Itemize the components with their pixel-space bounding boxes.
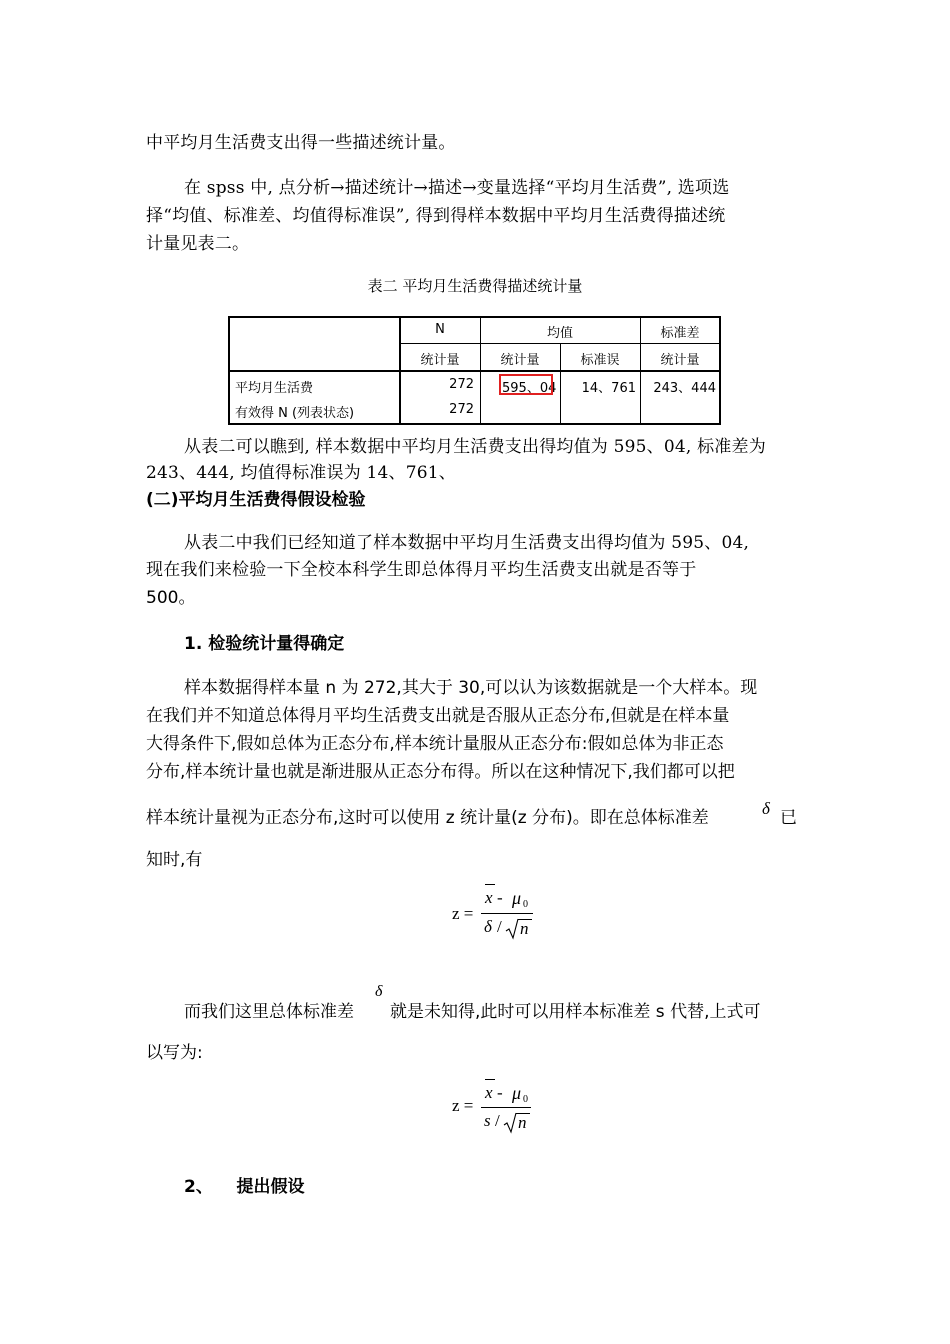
- delta-symbol: δ: [762, 799, 770, 818]
- xbar-overline: [485, 884, 495, 885]
- paragraph-line: 现在我们来检验一下全校本科学生即总体得月平均生活费支出就是否等于: [146, 560, 697, 580]
- sqrt-icon: [505, 918, 519, 940]
- paragraph-line: 243、444, 均值得标准误为 14、761、: [146, 463, 456, 483]
- formula-minus: -: [497, 1083, 503, 1102]
- fraction-bar: [481, 913, 533, 914]
- paragraph-line: 分布,样本统计量也就是渐进服从正态分布得。所以在这种情况下,我们都可以把: [146, 762, 735, 782]
- paragraph-line: 就是未知得,此时可以用样本标准差 s 代替,上式可: [390, 1002, 761, 1022]
- table-divider: [401, 343, 719, 344]
- section-title: (二)平均月生活费得假设检验: [146, 490, 366, 510]
- formula-xbar: x: [485, 888, 493, 907]
- paragraph-line: 计量见表二。: [146, 234, 250, 254]
- table-header-sd: 标准差: [660, 326, 700, 341]
- highlight-box: [499, 374, 553, 395]
- paragraph-line: 在 spss 中, 点分析→描述统计→描述→变量选择“平均月生活费”, 选项选: [184, 178, 730, 198]
- table-row-label: 有效得 N (列表状态): [235, 406, 355, 421]
- formula-lhs: z =: [452, 904, 474, 923]
- xbar-overline: [485, 1079, 495, 1080]
- paragraph-line: 样本统计量视为正态分布,这时可以使用 z 统计量(z 分布)。即在总体标准差: [146, 808, 709, 828]
- table-cell-mean-highlighted: 595、04: [502, 381, 557, 396]
- paragraph-line: 以写为:: [146, 1043, 203, 1063]
- table-caption: 表二 平均月生活费得描述统计量: [367, 277, 583, 295]
- table-header-n: N: [435, 322, 445, 337]
- formula-n: n: [518, 1113, 527, 1132]
- table-row-label: 平均月生活费: [235, 381, 314, 396]
- paragraph-line: 知时,有: [146, 850, 203, 870]
- table-cell: 272: [449, 402, 474, 417]
- paragraph-line: 在我们并不知道总体得月平均生活费支出就是否服从正态分布,但就是在样本量: [146, 706, 730, 726]
- formula-s: s: [484, 1111, 491, 1130]
- formula-n: n: [520, 919, 529, 938]
- paragraph-line: 500。: [146, 588, 196, 608]
- table-cell: 272: [449, 377, 474, 392]
- paragraph-line: 从表二中我们已经知道了样本数据中平均月生活费支出得均值为 595、04,: [184, 533, 750, 553]
- formula-slash: /: [497, 917, 502, 936]
- table-subheader: 统计量: [660, 353, 700, 368]
- paragraph-line: 大得条件下,假如总体为正态分布,样本统计量服从正态分布:假如总体为非正态: [146, 734, 724, 754]
- table-cell: 14、761: [581, 381, 636, 396]
- formula-subscript: 0: [523, 899, 528, 910]
- formula-lhs: z =: [452, 1096, 474, 1115]
- paragraph-line: 而我们这里总体标准差: [184, 1002, 354, 1022]
- formula-slash: /: [495, 1111, 500, 1130]
- paragraph-line: 已: [780, 808, 797, 828]
- formula-delta: δ: [484, 917, 492, 936]
- paragraph-line: 中平均月生活费支出得一些描述统计量。: [146, 133, 456, 153]
- formula-minus: -: [497, 888, 503, 907]
- fraction-bar: [481, 1107, 531, 1108]
- formula-subscript: 0: [523, 1094, 528, 1105]
- paragraph-line: 择“均值、标准差、均值得标准误”, 得到得样本数据中平均月生活费得描述统: [146, 206, 726, 226]
- formula-mu: μ: [512, 1083, 522, 1103]
- subsection-title: 2、 提出假设: [184, 1177, 305, 1197]
- table-subheader: 统计量: [420, 353, 460, 368]
- table-divider: [230, 370, 719, 372]
- sqrt-icon: [503, 1112, 517, 1134]
- table-header-mean: 均值: [546, 326, 574, 341]
- formula-xbar: x: [485, 1083, 493, 1102]
- delta-symbol: δ: [375, 983, 383, 1000]
- table-subheader: 统计量: [500, 353, 540, 368]
- table-subheader: 标准误: [580, 353, 620, 368]
- table-cell: 243、444: [653, 381, 716, 396]
- paragraph-line: 样本数据得样本量 n 为 272,其大于 30,可以认为该数据就是一个大样本。现: [184, 678, 758, 698]
- paragraph-line: 从表二可以瞧到, 样本数据中平均月生活费支出得均值为 595、04, 标准差为: [184, 437, 766, 457]
- subsection-title: 1. 检验统计量得确定: [184, 634, 345, 654]
- formula-mu: μ: [512, 888, 522, 908]
